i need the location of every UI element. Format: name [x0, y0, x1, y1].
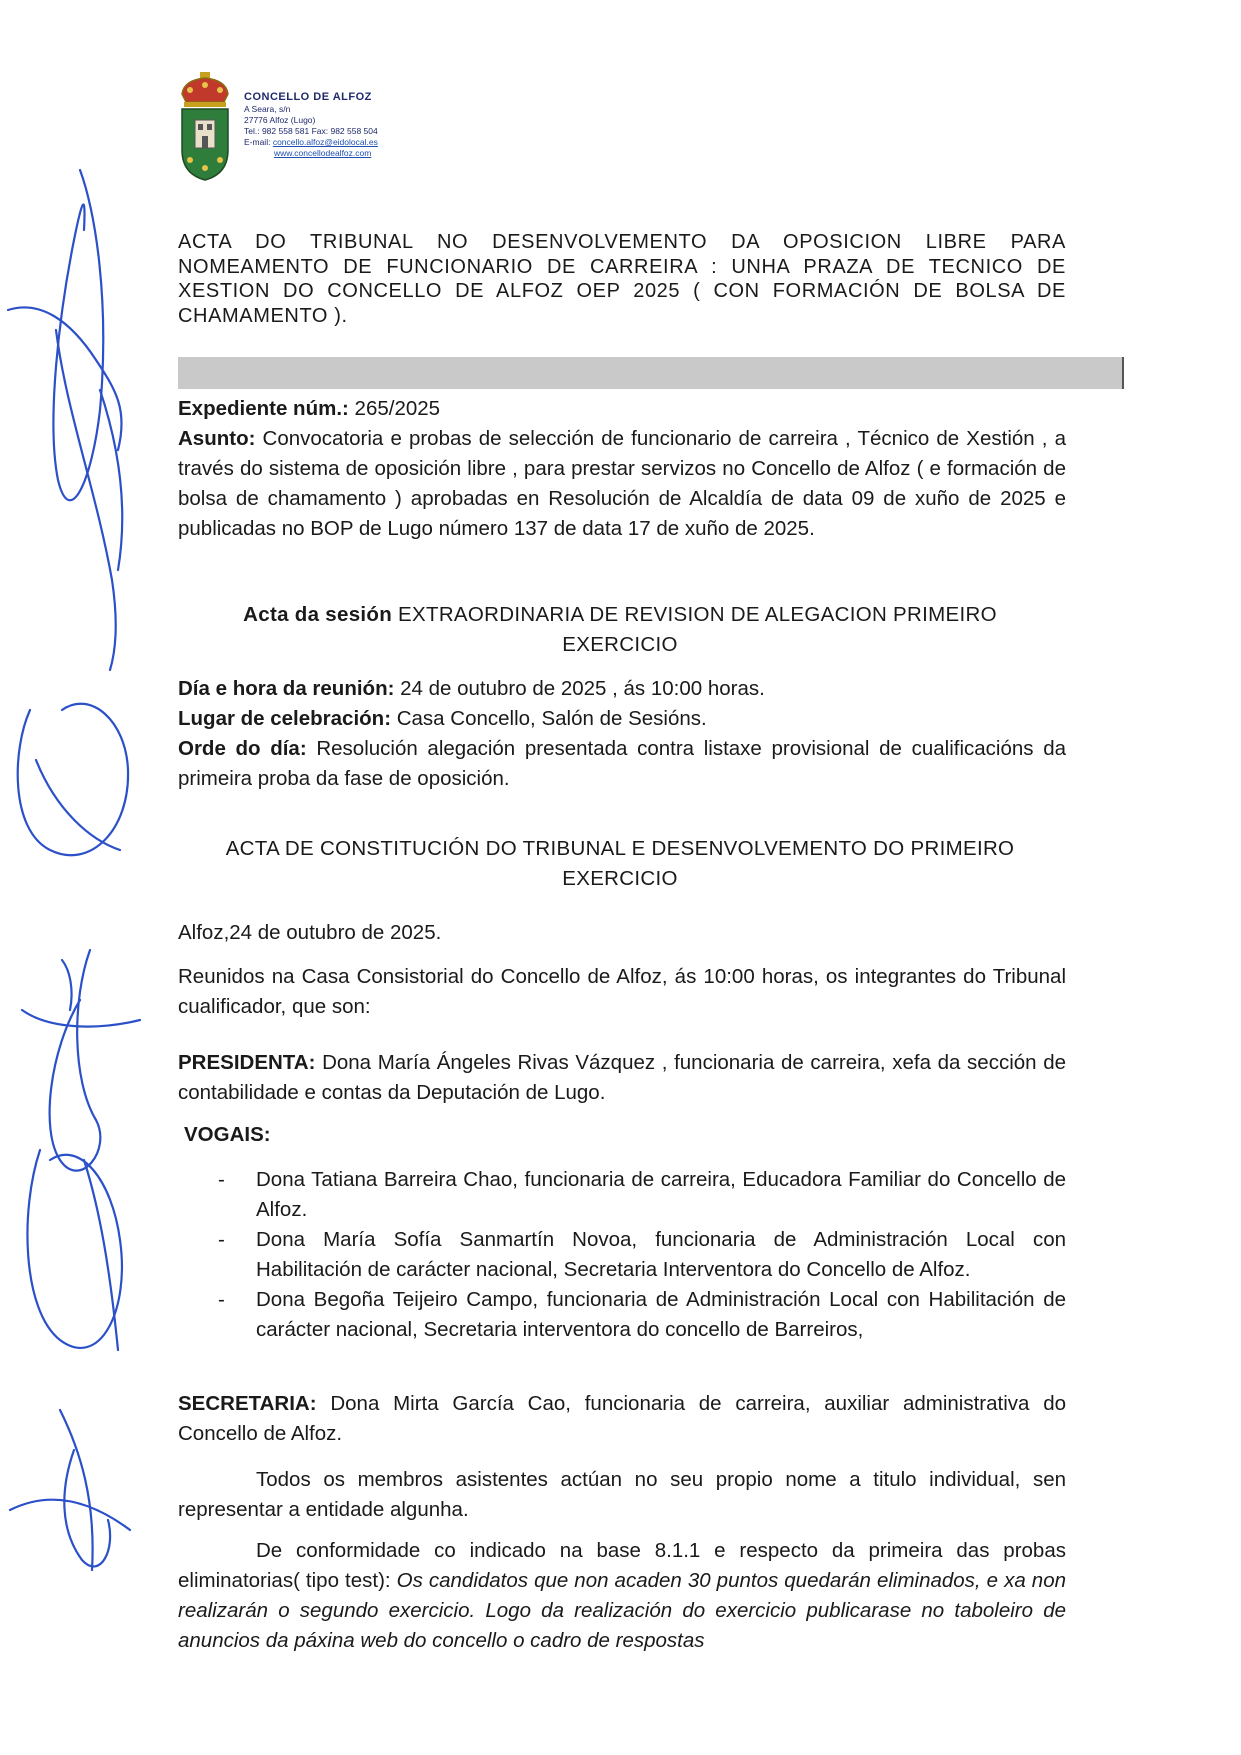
- meeting-date-label: Día e hora da reunión:: [178, 677, 395, 700]
- document-title: ACTA DO TRIBUNAL NO DESENVOLVEMENTO DA OPOSICION LIBRE PARA NOMEAMENTO DE FUNCIONARIO DE CARREIRA : UNHA PRAZA DE TECNICO DE XESTION DO CONCELLO DE ALFOZ OEP 2025 ( CON FORMACIÓN DE BOLSA DE CHAMAMENTO ).: [178, 231, 1066, 327]
- municipality-name: CONCELLO DE ALFOZ: [244, 91, 372, 103]
- meeting-place-line: [178, 704, 1066, 734]
- asunto-label: Asunto:: [178, 427, 256, 450]
- meeting-place-label: Lugar de celebración:: [178, 707, 392, 730]
- agenda-line: [178, 734, 1066, 794]
- signature-icon: [0, 150, 170, 1600]
- session-heading: [190, 600, 1050, 660]
- list-item: - Dona Tatiana Barreira Chao, funcionaria de carreira, Educadora Familiar do Concello de Alfoz.: [218, 1168, 1066, 1221]
- meeting-date-line: [178, 674, 1066, 704]
- vogais-list: [178, 1165, 1066, 1345]
- crest-icon: [176, 72, 234, 182]
- document-title-block: [178, 230, 1066, 328]
- agenda-value: Resolución alegación presentada contra listaxe provisional de cualificacións da primeira proba da fase de oposición.: [178, 737, 1066, 790]
- presidenta-value: Dona María Ángeles Rivas Vázquez , funcionaria de carreira, xefa da sección de contabilidade e contas da Deputación de Lugo.: [178, 1051, 1066, 1104]
- letterhead-text: [244, 92, 378, 159]
- meeting-date-value: 24 de outubro de 2025 , ás 10:00 horas.: [394, 677, 765, 700]
- list-item: - Dona María Sofía Sanmartín Novoa, funcionaria de Administración Local con Habilitación de carácter nacional, Secretaria Interventora do Concello de Alfoz.: [218, 1228, 1066, 1281]
- asunto-line: [178, 424, 1066, 544]
- postal-address: 27776 Alfoz (Lugo): [244, 115, 316, 125]
- agenda-label: Orde do día:: [178, 737, 307, 760]
- session-label: Acta da sesión: [243, 603, 393, 626]
- web-line: [244, 148, 378, 159]
- presidenta-paragraph: [178, 1048, 1066, 1108]
- vogais-heading: VOGAIS:: [184, 1123, 271, 1146]
- asunto-value: Convocatoria e probas de selección de funcionario de carreira , Técnico de Xestión , a través do sistema de oposición libre , para prestar servizos no Concello de Alfoz ( e formación de bolsa de chamamento ) aprobadas en Resolución de Alcaldía de data 09 de xuño de 2025 e publicadas no BOP de Lugo número 137 de data 17 de xuño de 2025.: [178, 427, 1066, 540]
- intro-paragraph: Reunidos na Casa Consistorial do Concello de Alfoz, ás 10:00 horas, os integrantes do Tribunal cualificador, que son:: [178, 965, 1066, 1018]
- secretaria-paragraph: [178, 1389, 1066, 1449]
- meeting-place-value: Casa Concello, Salón de Sesións.: [391, 707, 707, 730]
- email-link[interactable]: concello.alfoz@eidolocal.es: [272, 137, 378, 147]
- web-link[interactable]: www.concellodealfoz.com: [274, 148, 372, 158]
- meeting-info: [178, 674, 1066, 794]
- conformity-paragraph: De conformidade co indicado na base 8.1.1 e respecto da primeira das probas eliminatorias( tipo test): Os candidatos que non acaden 30 puntos quedarán eliminados, e xa non realizarán o segundo exercicio. Logo da realización do exercicio publicarase no taboleiro de anuncios da páxina web do concello o cadro de respostas: [178, 1539, 1066, 1652]
- secretaria-value: Dona Mirta García Cao, funcionaria de carreira, auxiliar administrativa do Concello de Alfoz.: [178, 1392, 1066, 1445]
- session-value: EXTRAORDINARIA DE REVISION DE ALEGACION PRIMEIRO EXERCICIO: [392, 603, 997, 656]
- expediente-value: 265/2025: [348, 397, 441, 420]
- presidenta-label: PRESIDENTA:: [178, 1051, 316, 1074]
- constitution-heading: ACTA DE CONSTITUCIÓN DO TRIBUNAL E DESENVOLVEMENTO DO PRIMEIRO EXERCICIO: [225, 837, 1015, 890]
- email-label: E-mail:: [244, 137, 273, 147]
- address: A Seara, s/n: [244, 104, 291, 114]
- email-line: [244, 137, 378, 148]
- secretaria-label: SECRETARIA:: [178, 1392, 317, 1415]
- place-date: Alfoz,24 de outubro de 2025.: [178, 921, 442, 944]
- redaction-bar: [178, 357, 1124, 389]
- members-paragraph: Todos os membros asistentes actúan no seu propio nome a titulo individual, sen representar a entidade algunha.: [178, 1468, 1066, 1521]
- expediente-line: [178, 394, 1066, 424]
- list-item: - Dona Begoña Teijeiro Campo, funcionaria de Administración Local con Habilitación de carácter nacional, Secretaria interventora do concello de Barreiros,: [218, 1288, 1066, 1341]
- expediente-label: Expediente núm.:: [178, 397, 349, 420]
- phone-fax: Tel.: 982 558 581 Fax: 982 558 504: [244, 126, 378, 136]
- letterhead: [176, 72, 436, 182]
- file-meta: [178, 394, 1066, 544]
